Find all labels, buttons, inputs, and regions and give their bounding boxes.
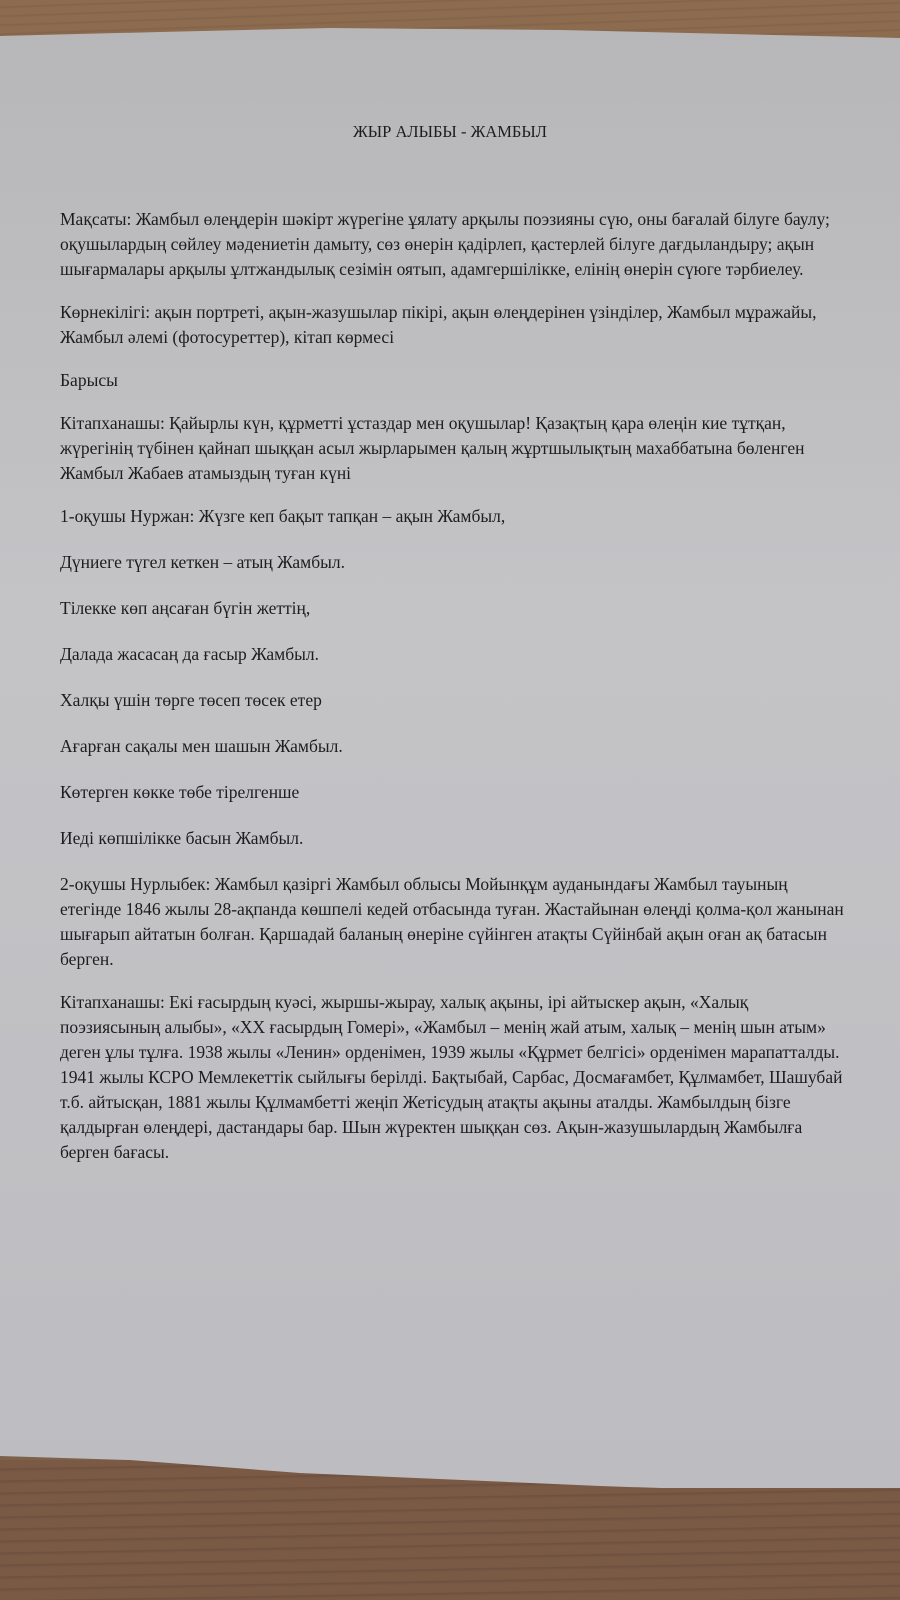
- document-body: [60, 207, 850, 1183]
- poem-line: Ағарған сақалы мен шашын Жамбыл.: [60, 736, 343, 756]
- visual-aids-paragraph: Көрнекілігі: ақын портреті, ақын-жазушылар пікірі, ақын өлеңдерінен үзінділер, Жамбыл мұражайы, Жамбыл әлемі (фотосуреттер), кітап көрмесі: [60, 302, 817, 347]
- poem-line: Дүниеге түгел кеткен – атың Жамбыл.: [60, 552, 345, 572]
- poem-line: Көтерген көкке төбе тірелгенше: [60, 782, 300, 802]
- poem-line: Далада жасасаң да ғасыр Жамбыл.: [60, 644, 319, 664]
- student2-paragraph: 2-оқушы Нурлыбек: Жамбыл қазіргі Жамбыл облысы Мойынқұм ауданындағы Жамбыл тауының етегінде 1846 жылы 28-ақпанда көшпелі кедей отбасында туған. Жастайынан өлеңді қолма-қол жанынан шығарып айтатын болған. Қаршадай баланың өнеріне сүйінген атақты Сүйінбай ақын оған ақ батасын берген.: [60, 874, 844, 969]
- poem-line: Халқы үшін төрге төсеп төсек етер: [60, 690, 322, 710]
- librarian-closing-paragraph: Кітапханашы: Екі ғасырдың куәсі, жыршы-жырау, халық ақыны, ірі айтыскер ақын, «Халық поэзиясының алыбы», «ХХ ғасырдың Гомері», «Жамбыл – менің жай атым, халық – менің шын атым» деген ұлы тұлға. 1938 жылы «Ленин» орденімен, 1939 жылы «Құрмет белгісі» орденімен марапатталды. 1941 жылы КСРО Мемлекеттік сыйлығы берілді. Бақтыбай, Сарбас, Досмағамбет, Құлмамбет, Шашубай т.б. айтысқан, 1881 жылы Құлмамбетті жеңіп Жетісудың атақты ақыны аталды. Жамбылдың бізге қалдырған өлеңдері, дастандары бар. Шын жүректен шыққан сөз. Ақын-жазушылардың Жамбылға берген бағасы.: [60, 992, 843, 1162]
- procedure-heading: Барысы: [60, 370, 118, 390]
- document-title: ЖЫР АЛЫБЫ - ЖАМБЫЛ: [352, 122, 547, 141]
- goal-paragraph: Мақсаты: Жамбыл өлеңдерін шәкірт жүрегіне ұялату арқылы поэзияны сүю, оны бағалай білуге баулу; оқушылардың сөйлеу мәдениетін дамыту, сөз өнерін қадірлеп, қастерлей білуге дағдыландыру; ақын шығармалары арқылы ұлтжандылық сезімін оятып, адамгершілікке, елінің өнерін сүюге тәрбиелеу.: [60, 209, 830, 279]
- poem-line: 1-оқушы Нуржан: Жүзге кеп бақыт тапқан – ақын Жамбыл,: [60, 506, 506, 526]
- poem-line: Тілекке көп аңсаған бүгін жеттің,: [60, 598, 311, 618]
- poem-line: Иеді көпшілікке басын Жамбыл.: [60, 828, 304, 848]
- librarian-intro-paragraph: Кітапханашы: Қайырлы күн, құрметті ұстаздар мен оқушылар! Қазақтың қара өлеңін кие тұтқан, жүрегінің түбінен қайнап шыққан асыл жырларымен қалың жұртшылықтың махаббатына бөленген Жамбыл Жабаев атамыздың туған күні: [60, 413, 805, 483]
